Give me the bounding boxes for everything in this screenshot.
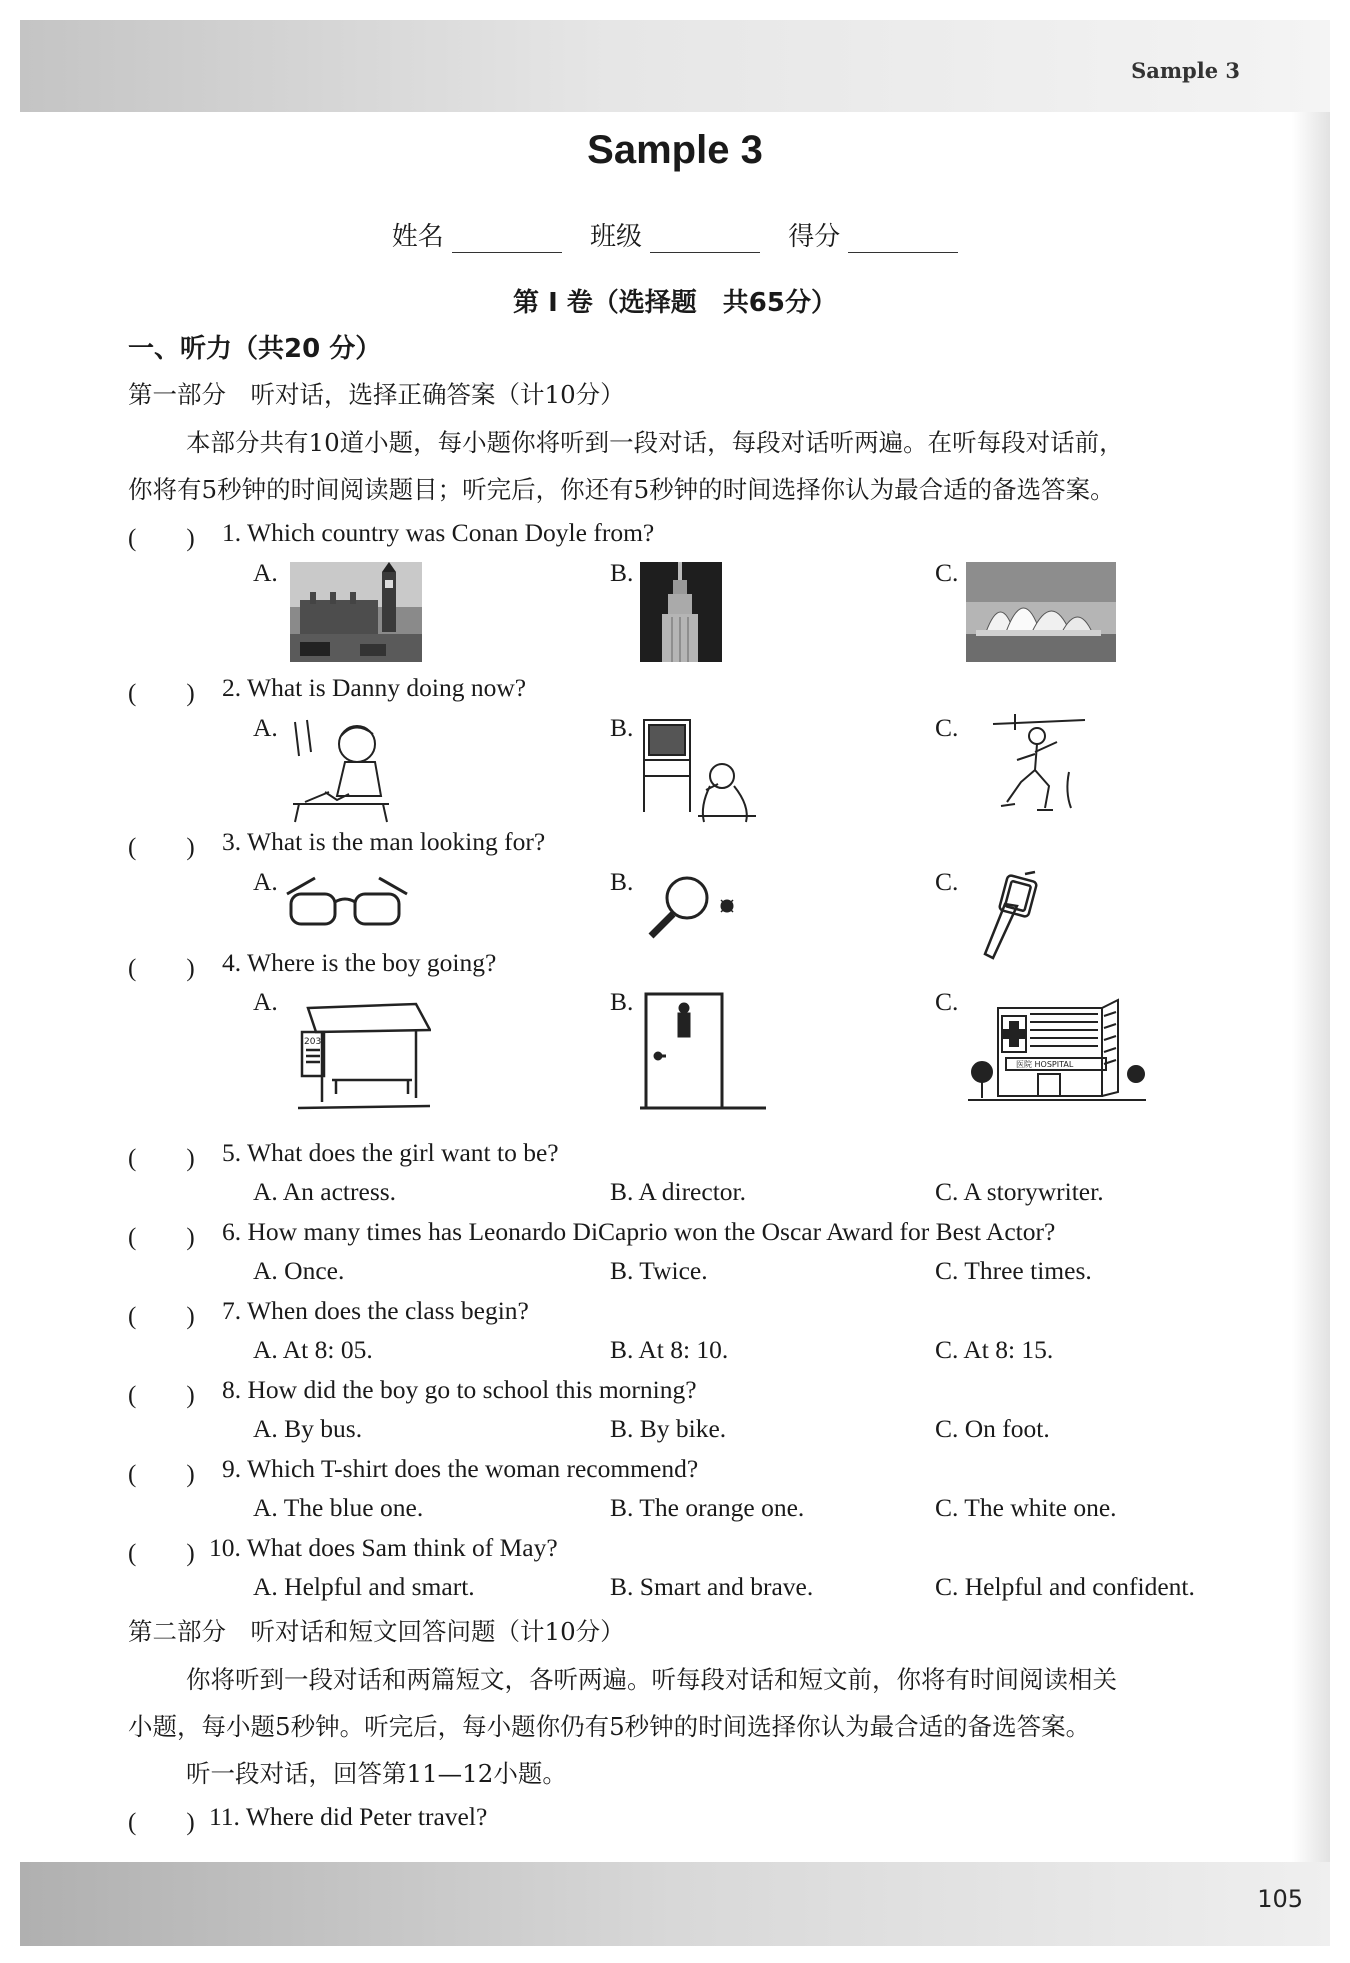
score-label: 得分 xyxy=(788,222,841,252)
sydney-opera-house-photo xyxy=(966,562,1116,662)
score-blank[interactable] xyxy=(848,226,958,253)
q5-option-c[interactable]: C. A storywriter. xyxy=(935,1177,1104,1206)
question-4: 4. Where is the boy going? xyxy=(222,948,497,977)
question-11: 11. Where did Peter travel? xyxy=(209,1802,488,1831)
part2-title: 第二部分 听对话和短文回答问题（计10分） xyxy=(128,1617,625,1646)
london-big-ben-photo xyxy=(290,562,422,662)
question-1: 1. Which country was Conan Doyle from? xyxy=(222,518,655,547)
q2-option-c[interactable]: C. xyxy=(935,713,959,742)
q10-option-c[interactable]: C. Helpful and confident. xyxy=(935,1572,1195,1601)
header-band xyxy=(20,20,1330,112)
q1-option-b[interactable]: B. xyxy=(610,558,634,587)
part1-instruction-line1: 本部分共有10道小题，每小题你将听到一段对话，每段对话听两遍。在听每段对话前， xyxy=(186,428,1124,457)
student-info-row xyxy=(0,216,1350,253)
q8-option-b[interactable]: B. By bike. xyxy=(610,1414,727,1443)
part1-instruction-line2: 你将有5秒钟的时间阅读题目；听完后，你还有5秒钟的时间选择你认为最合适的备选答案。 xyxy=(128,475,1115,504)
q3-option-b[interactable]: B. xyxy=(610,867,634,896)
part2-subtitle: 听一段对话，回答第11—12小题。 xyxy=(186,1759,567,1788)
page-number: 105 xyxy=(1257,1885,1303,1913)
q2-option-a[interactable]: A. xyxy=(253,713,278,742)
q10-option-b[interactable]: B. Smart and brave. xyxy=(610,1572,814,1601)
answer-paren[interactable]: ( ) xyxy=(128,1809,195,1836)
boy-drawing-icon xyxy=(285,716,395,824)
class-blank[interactable] xyxy=(650,226,760,253)
answer-paren[interactable]: ( ) xyxy=(128,1303,195,1330)
q6-option-c[interactable]: C. Three times. xyxy=(935,1256,1092,1285)
q7-option-b[interactable]: B. At 8: 10. xyxy=(610,1335,729,1364)
name-field xyxy=(392,216,562,253)
answer-paren[interactable]: ( ) xyxy=(128,680,195,707)
q1-option-c[interactable]: C. xyxy=(935,558,959,587)
q8-option-c[interactable]: C. On foot. xyxy=(935,1414,1050,1443)
q6-option-a[interactable]: A. Once. xyxy=(253,1256,345,1285)
q5-option-a[interactable]: A. An actress. xyxy=(253,1177,397,1206)
q5-option-b[interactable]: B. A director. xyxy=(610,1177,746,1206)
q9-option-c[interactable]: C. The white one. xyxy=(935,1493,1117,1522)
section-listening-title: 一、听力（共20 分） xyxy=(128,334,382,364)
part2-instruction-line1: 你将听到一段对话和两篇短文，各听两遍。听每段对话和短文前，你将有时间阅读相关 xyxy=(186,1665,1117,1694)
question-6: 6. How many times has Leonardo DiCaprio won the Oscar Award for Best Actor? xyxy=(222,1217,1056,1246)
question-9: 9. Which T-shirt does the woman recommend? xyxy=(222,1454,699,1483)
magnifier-icon xyxy=(645,872,740,944)
question-2: 2. What is Danny doing now? xyxy=(222,673,527,702)
q4-option-c[interactable]: C. xyxy=(935,987,959,1016)
class-label: 班级 xyxy=(589,222,642,252)
q8-option-a[interactable]: A. By bus. xyxy=(253,1414,363,1443)
q1-option-a[interactable]: A. xyxy=(253,558,278,587)
man-watching-tv-icon xyxy=(640,716,760,824)
hospital-icon xyxy=(968,994,1148,1114)
q2-option-b[interactable]: B. xyxy=(610,713,634,742)
bus-stop-sign: 203 xyxy=(304,1037,322,1047)
question-10: 10. What does Sam think of May? xyxy=(209,1533,558,1562)
hospital-sign: 医院 HOSPITAL xyxy=(1016,1060,1074,1069)
q4-option-a[interactable]: A. xyxy=(253,987,278,1016)
answer-paren[interactable]: ( ) xyxy=(128,1224,195,1251)
page-title: Sample 3 xyxy=(587,128,763,172)
q9-option-b[interactable]: B. The orange one. xyxy=(610,1493,805,1522)
name-blank[interactable] xyxy=(452,226,562,253)
score-field xyxy=(788,216,958,253)
q3-option-a[interactable]: A. xyxy=(253,867,278,896)
bus-stop-icon xyxy=(296,998,431,1114)
q7-option-a[interactable]: A. At 8: 05. xyxy=(253,1335,373,1364)
header-label: Sample 3 xyxy=(1131,58,1240,83)
answer-paren[interactable]: ( ) xyxy=(128,525,195,552)
answer-paren[interactable]: ( ) xyxy=(128,1461,195,1488)
name-label: 姓名 xyxy=(391,222,444,252)
answer-paren[interactable]: ( ) xyxy=(128,1382,195,1409)
part2-instruction-line2: 小题，每小题5秒钟。听完后，每小题你仍有5秒钟的时间选择你认为最合适的备选答案。 xyxy=(128,1712,1091,1741)
question-5: 5. What does the girl want to be? xyxy=(222,1138,559,1167)
question-3: 3. What is the man looking for? xyxy=(222,827,546,856)
answer-paren[interactable]: ( ) xyxy=(128,1145,195,1172)
q4-option-b[interactable]: B. xyxy=(610,987,634,1016)
footer-band xyxy=(20,1862,1330,1946)
watch-icon xyxy=(965,870,1045,960)
glasses-icon xyxy=(285,872,410,934)
q6-option-b[interactable]: B. Twice. xyxy=(610,1256,708,1285)
q9-option-a[interactable]: A. The blue one. xyxy=(253,1493,424,1522)
volume-title: 第 I 卷（选择题 共65分） xyxy=(513,288,837,318)
answer-paren[interactable]: ( ) xyxy=(128,1540,195,1567)
answer-paren[interactable]: ( ) xyxy=(128,834,195,861)
question-8: 8. How did the boy go to school this morning? xyxy=(222,1375,697,1404)
toilet-door-icon xyxy=(640,990,770,1114)
empire-state-building-photo xyxy=(640,562,722,662)
skater-icon xyxy=(985,712,1090,816)
q3-option-c[interactable]: C. xyxy=(935,867,959,896)
question-7: 7. When does the class begin? xyxy=(222,1296,529,1325)
q7-option-c[interactable]: C. At 8: 15. xyxy=(935,1335,1054,1364)
class-field xyxy=(590,216,760,253)
q10-option-a[interactable]: A. Helpful and smart. xyxy=(253,1572,475,1601)
page-edge-shadow xyxy=(1292,112,1330,1862)
part1-title: 第一部分 听对话，选择正确答案（计10分） xyxy=(128,380,625,409)
answer-paren[interactable]: ( ) xyxy=(128,955,195,982)
